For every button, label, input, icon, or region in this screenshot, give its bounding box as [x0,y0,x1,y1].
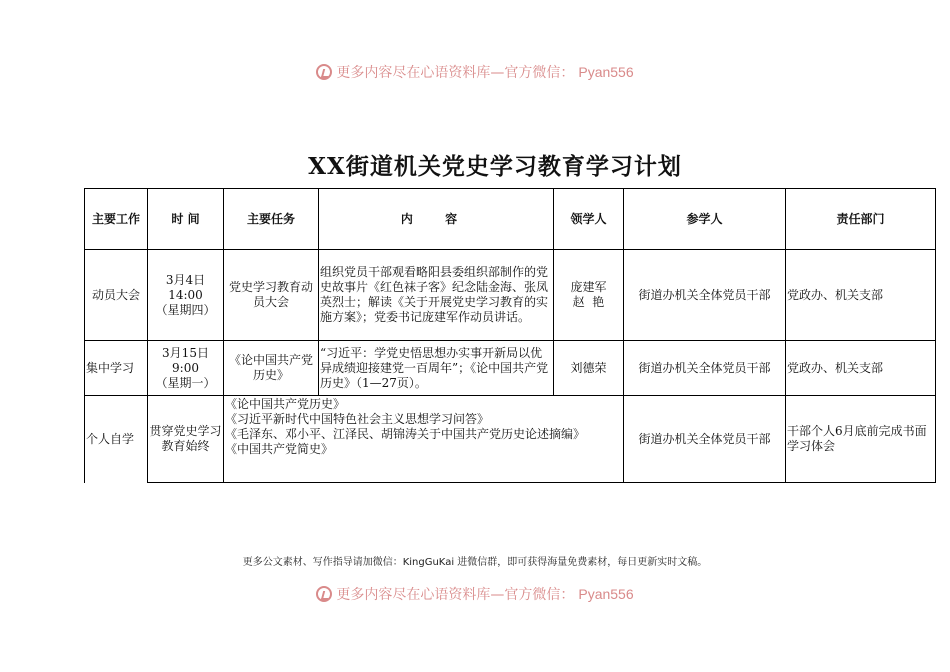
header-time: 时 间 [148,189,224,250]
cell-dept: 干部个人6月底前完成书面学习体会 [786,396,936,483]
header-dept: 责任部门 [786,189,936,250]
cell-time [148,341,224,396]
header-task: 主要任务 [224,189,319,250]
cell-content [224,396,624,483]
header-work: 主要工作 [85,189,148,250]
time-date: 3月15日 [162,345,209,360]
table-row [85,341,936,396]
reading-item: 《中国共产党简史》 [225,442,334,456]
header-leader: 领学人 [554,189,624,250]
watermark-top [0,62,950,82]
time-clock: 9:00 [172,360,199,375]
cell-work: 个人自学 [85,396,148,483]
watermark-handle: Pyan556 [578,586,634,602]
reading-item: 《论中国共产党历史》 [225,397,346,411]
header-content: 内 容 [319,189,554,250]
cell-task: 党史学习教育动员大会 [224,250,319,341]
cell-dept: 党政办、机关支部 [786,341,936,396]
time-clock: 14:00 [168,287,203,302]
page-title: XX街道机关党史学习教育学习计划 [308,153,682,180]
reading-item: 《毛泽东、邓小平、江泽民、胡锦涛关于中国共产党历史论述摘编》 [225,427,586,441]
time-date: 3月4日 [165,272,206,287]
cell-content: 组织党员干部观看略阳县委组织部制作的党史故事片《红色袜子客》纪念陆金海、张凤英烈士；解读《关于开展党史学习教育的实施方案》；党委书记庞建军作动员讲话。 [319,250,554,341]
cell-time: 贯穿党史学习教育始终 [148,396,224,483]
header-participant: 参学人 [624,189,786,250]
table-row [85,250,936,341]
cell-work: 集中学习 [85,341,148,396]
cell-task: 《论中国共产党历史》 [224,341,319,396]
logo-icon [316,64,332,80]
plan-table [84,188,936,483]
cell-dept: 党政办、机关支部 [786,250,936,341]
logo-icon [316,586,332,602]
cell-leader [554,250,624,341]
watermark-handle: Pyan556 [578,64,634,80]
cell-work: 动员大会 [85,250,148,341]
reading-item: 《习近平新时代中国特色社会主义思想学习问答》 [225,412,490,426]
watermark-text: 更多内容尽在心语资料库—官方微信： [336,65,575,81]
time-weekday: （星期一） [155,375,216,390]
time-weekday: （星期四） [155,302,216,317]
cell-time [148,250,224,341]
cell-participant: 街道办机关全体党员干部 [624,341,786,396]
cell-participant: 街道办机关全体党员干部 [624,396,786,483]
leader-name: 庞建军 [570,280,607,294]
watermark-bottom [0,584,950,604]
footer-note: 更多公文素材、写作指导请加微信：KingGuKai 进微信群，即可获得海量免费素材，每日更新实时文稿。 [242,557,708,568]
table-header-row [85,189,936,250]
watermark-text: 更多内容尽在心语资料库—官方微信： [336,587,575,603]
table-row [85,396,936,483]
cell-content: “习近平：学党史悟思想办实事开新局以优异成绩迎接建党一百周年”；《论中国共产党历史》（1—27页）。 [319,341,554,396]
cell-leader: 刘德荣 [554,341,624,396]
leader-name: 赵 艳 [572,295,605,309]
cell-participant: 街道办机关全体党员干部 [624,250,786,341]
